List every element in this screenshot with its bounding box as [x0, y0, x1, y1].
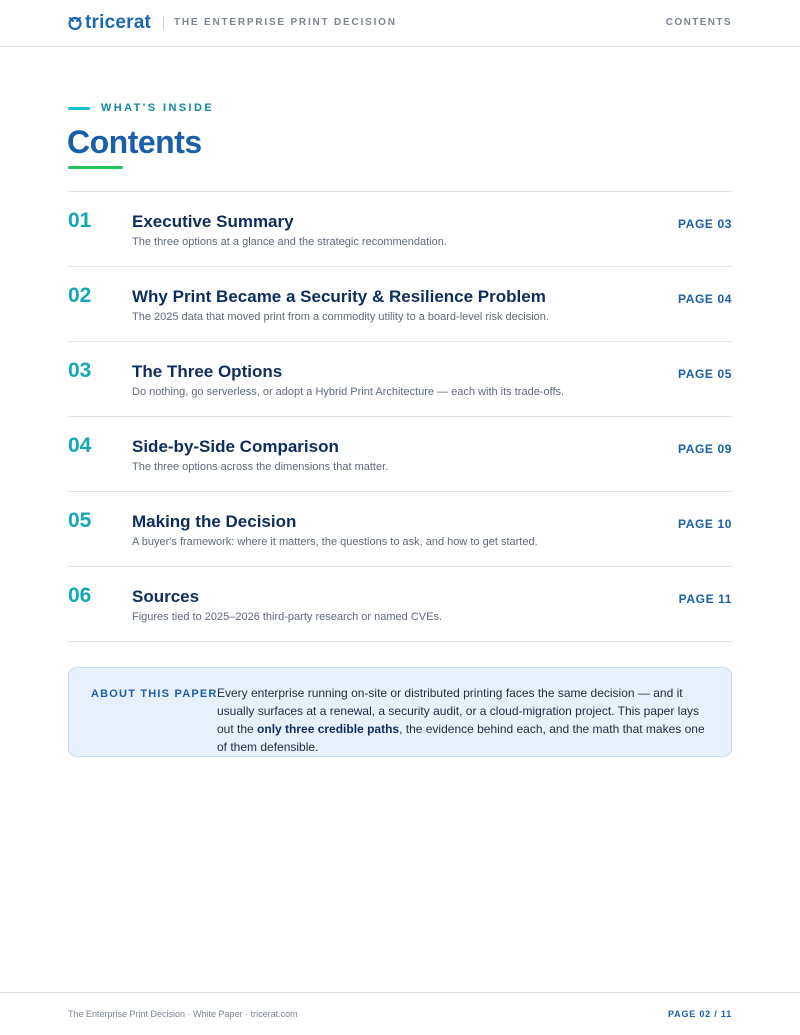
eyebrow-text: WHAT'S INSIDE: [101, 102, 215, 114]
toc-title: Making the Decision: [132, 512, 297, 531]
toc-number: 04: [68, 434, 92, 457]
toc-description: The 2025 data that moved print from a commodity utility to a board-level risk decision.: [132, 311, 549, 323]
toc-title: Why Print Became a Security & Resilience Problem: [132, 287, 546, 306]
toc-entry-making-decision[interactable]: [68, 492, 732, 567]
page-title: Contents: [67, 124, 202, 160]
tricerat-logo-icon: [67, 15, 83, 31]
toc-page-link[interactable]: PAGE 04: [678, 292, 732, 306]
tricerat-logo[interactable]: [67, 12, 151, 34]
toc-title: Side-by-Side Comparison: [132, 437, 339, 456]
document-title: THE ENTERPRISE PRINT DECISION: [174, 17, 397, 28]
about-this-paper-box: [68, 667, 732, 757]
toc-title: The Three Options: [132, 362, 283, 381]
toc-number: 01: [68, 209, 92, 232]
toc-number: 02: [68, 284, 92, 307]
toc-number: 05: [68, 509, 92, 532]
toc-description: The three options at a glance and the strategic recommendation.: [132, 236, 447, 248]
toc-entry-security-resilience[interactable]: [68, 267, 732, 342]
eyebrow-accent-line: [68, 107, 90, 110]
about-text-intro: Every enterprise running on-site or distributed printing faces the same decision — and it usually surfaces at a renewal, a security audit, or a cloud-migration project. This paper lays out the: [217, 686, 700, 736]
footer-page-number: PAGE 02 / 11: [668, 1009, 732, 1019]
toc-entry-sources[interactable]: [68, 567, 732, 642]
title-underline: [68, 166, 123, 169]
eyebrow: [68, 102, 214, 114]
toc-page-link[interactable]: PAGE 11: [678, 592, 732, 606]
top-header: [0, 0, 800, 47]
toc-entry-comparison[interactable]: [68, 417, 732, 492]
logo-wordmark: tricerat: [85, 12, 152, 33]
toc-description: The three options across the dimensions that matter.: [132, 461, 389, 473]
toc-page-link[interactable]: PAGE 09: [678, 442, 732, 456]
section-label: CONTENTS: [665, 17, 732, 28]
toc-page-link[interactable]: PAGE 10: [678, 517, 732, 531]
toc-title: Sources: [132, 587, 200, 606]
table-of-contents: [68, 191, 732, 642]
page-footer: [0, 992, 800, 1035]
footer-document-info: The Enterprise Print Decision · White Paper · tricerat.com: [68, 1009, 298, 1019]
toc-page-link[interactable]: PAGE 05: [678, 367, 732, 381]
toc-number: 03: [68, 359, 92, 382]
header-divider: [163, 16, 164, 30]
toc-entry-executive-summary[interactable]: [68, 192, 732, 267]
about-text-emphasis: only three credible paths: [257, 722, 400, 736]
toc-description: Figures tied to 2025–2026 third-party research or named CVEs.: [132, 611, 442, 623]
about-label: ABOUT THIS PAPER: [91, 688, 218, 700]
toc-entry-three-options[interactable]: [68, 342, 732, 417]
about-text: [217, 684, 717, 756]
about-text-end: , the evidence behind each, and the math that makes one of them defensible.: [217, 722, 705, 754]
toc-description: Do nothing, go serverless, or adopt a Hybrid Print Architecture — each with its trade-offs.: [132, 386, 565, 398]
toc-number: 06: [68, 584, 92, 607]
toc-description: A buyer's framework: where it matters, the questions to ask, and how to get started.: [132, 536, 538, 548]
toc-page-link[interactable]: PAGE 03: [678, 217, 732, 231]
toc-title: Executive Summary: [132, 212, 294, 231]
